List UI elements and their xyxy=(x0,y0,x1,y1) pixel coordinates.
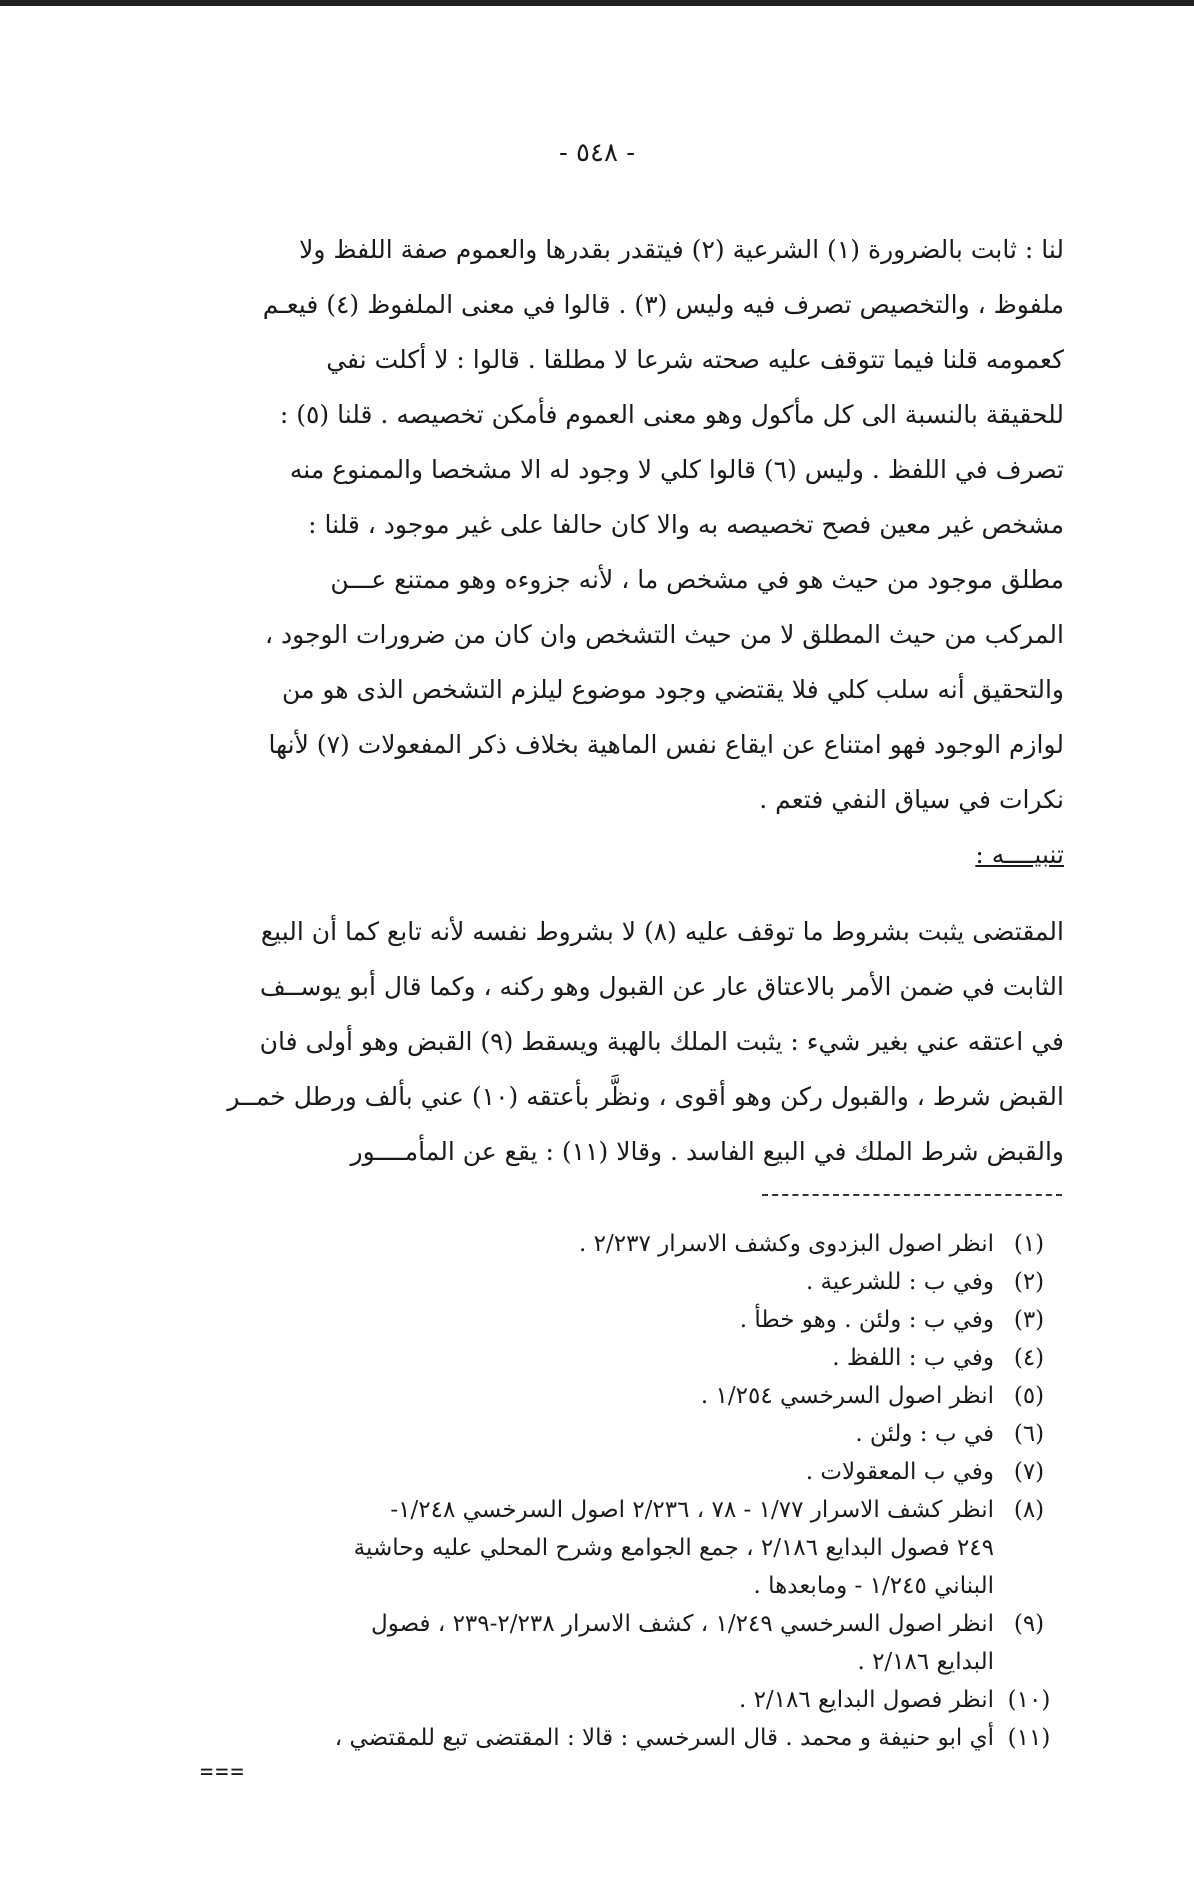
footnote-number: (٦) xyxy=(1013,1421,1045,1447)
text-line: لنا : ثابت بالضرورة (١) الشرعية (٢) فيتقدر بقدرها والعموم صفة اللفظ ولا xyxy=(299,235,1064,264)
footnote-number: (٢) xyxy=(1013,1269,1045,1295)
footnote xyxy=(154,1605,1064,1681)
footnote xyxy=(154,1301,1064,1339)
footnote-number: (١٠) xyxy=(1007,1687,1051,1713)
footnote-text: وفي ب المعقولات . xyxy=(805,1459,994,1485)
footnote-text: وفي ب : ولئن . وهو خطأ . xyxy=(739,1307,994,1333)
text-line: مطلق موجود من حيث هو في مشخص ما ، لأنه جزوءه وهو ممتنع عـــن xyxy=(330,565,1064,594)
footnote-separator xyxy=(762,1194,1062,1196)
footnote xyxy=(154,1415,1064,1453)
footnote xyxy=(154,1263,1064,1301)
footnote-text: انظر فصول البدايع ٢/١٨٦ . xyxy=(738,1687,994,1713)
footnote-number: (١) xyxy=(1013,1231,1045,1257)
section-heading: تنبيــــه : xyxy=(975,840,1064,869)
text-line: القبض شرط ، والقبول ركن وهو أقوى ، ونظَّر بأعتقه (١٠) عني بألف ورطل خمــر xyxy=(227,1082,1064,1111)
body-paragraph-2 xyxy=(174,904,1064,1179)
footnote-number: (٩) xyxy=(1013,1611,1045,1637)
text-line: والتحقيق أنه سلب كلي فلا يقتضي وجود موضوع ليلزم التشخص الذى هو من xyxy=(282,675,1064,704)
text-line: والقبض شرط الملك في البيع الفاسد . وقالا (١١) : يقع عن المأمــــور xyxy=(350,1137,1064,1166)
footnote-text: انظر اصول السرخسي ١/٢٥٤ . xyxy=(700,1383,994,1409)
footnote-text: البناني ١/٢٤٥ - ومابعدها . xyxy=(753,1573,994,1599)
text-line: المقتضى يثبت بشروط ما توقف عليه (٨) لا بشروط نفسه لأنه تابع كما أن البيع xyxy=(260,917,1064,946)
text-line: كعمومه قلنا فيما تتوقف عليه صحته شرعا لا مطلقا . قالوا : لا أكلت نفي xyxy=(326,345,1064,374)
footnote-text: انظر كشف الاسرار ١/٧٧ - ٧٨ ، ٢/٢٣٦ اصول السرخسي ١/٢٤٨- xyxy=(390,1497,994,1523)
footnote-text: أي ابو حنيفة و محمد . قال السرخسي : قالا : المقتضى تبع للمقتضي ، xyxy=(334,1725,994,1751)
footnote xyxy=(154,1377,1064,1415)
footnote-number: (٨) xyxy=(1013,1497,1045,1523)
footnote-number: (٧) xyxy=(1013,1459,1045,1485)
text-line: لوازم الوجود فهو امتناع عن ايقاع نفس الماهية بخلاف ذكر المفعولات (٧) لأنها xyxy=(268,730,1064,759)
footnote-number: (٥) xyxy=(1013,1383,1045,1409)
top-border xyxy=(0,0,1194,6)
footnote xyxy=(154,1681,1064,1719)
footnote-text: انظر اصول السرخسي ١/٢٤٩ ، كشف الاسرار ٢/٢٣٨-٢٣٩ ، فصول xyxy=(371,1611,994,1637)
text-line: مشخص غير معين فصح تخصيصه به والا كان حالفا على غير موجود ، قلنا : xyxy=(308,510,1064,539)
footnote xyxy=(154,1491,1064,1605)
text-line: المركب من حيث المطلق لا من حيث التشخص وان كان من ضرورات الوجود ، xyxy=(265,620,1064,649)
footnote xyxy=(154,1225,1064,1263)
page-number: - ٥٤٨ - xyxy=(558,138,636,168)
footnotes xyxy=(154,1225,1064,1757)
footnote xyxy=(154,1719,1064,1757)
text-line: في اعتقه عني بغير شيء : يثبت الملك بالهبة ويسقط (٩) القبض وهو أولى فان xyxy=(259,1027,1064,1056)
text-line: ملفوظ ، والتخصيص تصرف فيه وليس (٣) . قالوا في معنى الملفوظ (٤) فيعـم xyxy=(262,290,1064,319)
footnote xyxy=(154,1453,1064,1491)
footnote-text: انظر اصول البزدوى وكشف الاسرار ٢/٢٣٧ . xyxy=(579,1231,994,1257)
text-line: تصرف في اللفظ . وليس (٦) قالوا كلي لا وجود له الا مشخصا والممنوع منه xyxy=(289,455,1064,484)
text-line: نكرات في سياق النفي فتعم . xyxy=(759,785,1064,814)
footnote xyxy=(154,1339,1064,1377)
footnote-text: ٢٤٩ فصول البدايع ٢/١٨٦ ، جمع الجوامع وشرح المحلي عليه وحاشية xyxy=(353,1535,994,1561)
footnote-number: (٣) xyxy=(1013,1307,1045,1333)
main-text xyxy=(174,222,1064,1179)
body-paragraph-1 xyxy=(174,222,1064,827)
footnote-number: (١١) xyxy=(1007,1725,1051,1751)
spacer xyxy=(174,882,1064,904)
footnote-text: وفي ب : اللفظ . xyxy=(832,1345,994,1371)
text-line: للحقيقة بالنسبة الى كل مأكول وهو معنى العموم فأمكن تخصيصه . قلنا (٥) : xyxy=(279,400,1064,429)
footnote-text: البدايع ٢/١٨٦ . xyxy=(857,1649,994,1675)
text-line: الثابت في ضمن الأمر بالاعتاق عار عن القبول وهو ركنه ، وكما قال أبو يوســف xyxy=(259,972,1064,1001)
footnote-text: وفي ب : للشرعية . xyxy=(805,1269,994,1295)
footnote-text: في ب : ولئن . xyxy=(855,1421,994,1447)
footnote-number: (٤) xyxy=(1013,1345,1045,1371)
end-mark: === xyxy=(200,1760,246,1785)
